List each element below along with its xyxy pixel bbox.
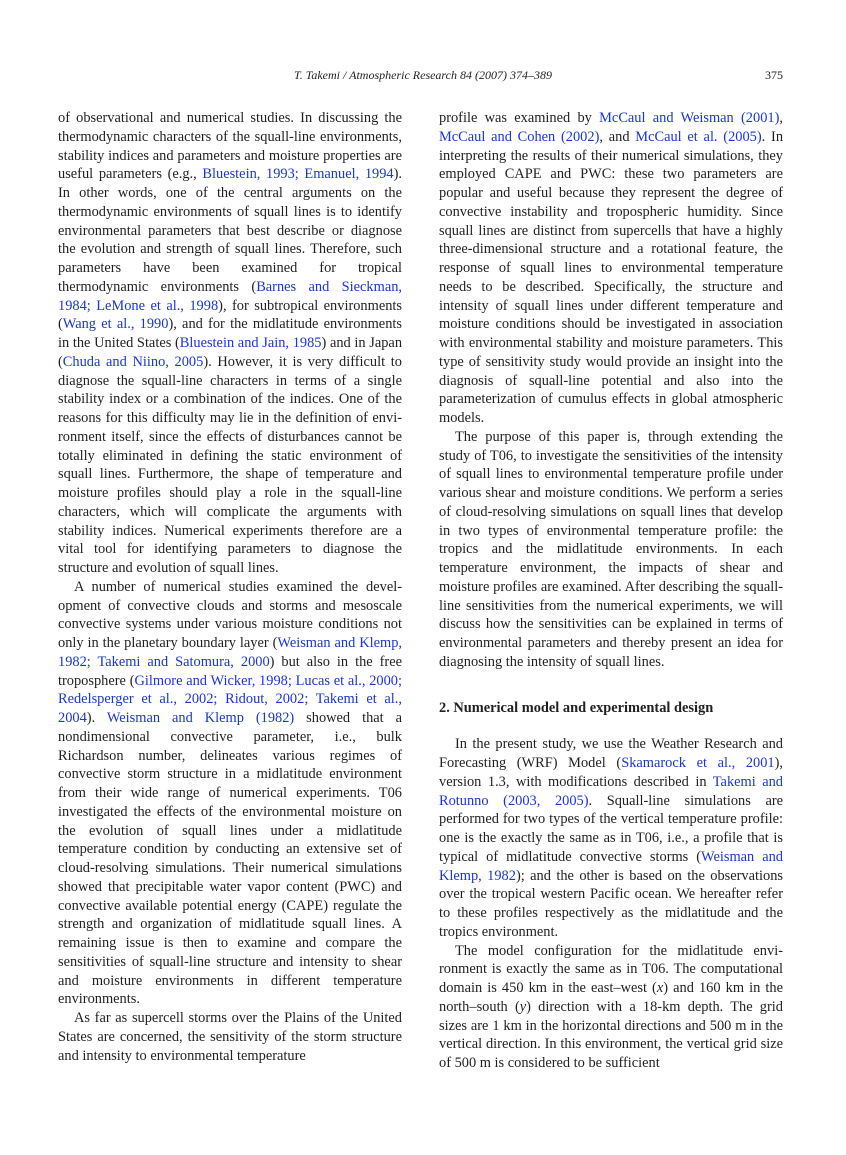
variable-x: x [656,980,664,996]
citation-link[interactable]: Weisman and Klemp, 1982; Takemi and Satomura, 2000 [58,635,402,670]
paragraph [439,428,783,672]
citation-link[interactable]: Gilmore and Wicker, 1998; Lucas et al., 2000; Redelsperger et al., 2002; Ridout, 2002; Takemi et al., 2004 [58,672,402,726]
citation-link[interactable]: Wang et al., 1990 [62,316,169,333]
text-run: ). In other words, one of the central arguments on the thermodynamic environments of squall lines is to identify environmental parameters that best describe or diagnose the evolution and strength of squall lines. Therefore, such parameters have been examined for tropical thermodynamic environments ( [58,166,402,295]
text-run: ) and 160 km in the north–south ( [439,980,783,1015]
text-run: profile was examined by [439,110,600,126]
right-column [439,109,783,1073]
paragraph [58,109,402,578]
text-run: The purpose of this paper is, through extending the study of T06, to investigate the sensitivities of the intensity of squall lines to environmental temperature profile under various shear and moisture conditions. We perform a series of cloud-resolving simulations on squall lines that develop in two types of environmental temperature profile: the tropics and the midlatitude environments. In each temperature environment, the impacts of shear and moisture profiles are examined. After describing the squall-line sensitivities from the numerical experiments, we will discuss how the sensitivities can be explained in terms of environmental parameters and thereby present an idea for diagnosing the intensity of squall lines. [439,428,783,670]
citation-link[interactable]: Skamarock et al., 2001 [621,755,775,771]
section-heading: 2. Numerical model and experimental design [439,699,714,716]
citation-link[interactable]: McCaul et al. (2005) [635,128,762,145]
paragraph [439,735,783,941]
paragraph [58,578,402,1009]
citation-link[interactable]: Weisman and Klemp, 1982 [439,848,783,884]
text-run: , and [599,128,636,145]
citation-link[interactable]: Barnes and Sieckman, 1984; LeMone et al., 1998 [58,278,403,314]
citation-link[interactable]: Weisman and Klemp (1982) [106,710,295,726]
citation-link[interactable]: McCaul and Cohen (2002) [439,128,600,145]
text-run: of observational and numerical studies. In discussing the thermodynamic characters of the squall-line environments, stability indices and parameters and moisture properties are useful parameters (e.g., [58,110,402,183]
citation-link[interactable]: Bluestein, 1993; Emanuel, 1994 [202,166,394,183]
text-run: ) but also in the free troposphere ( [58,653,402,689]
text-run: ). However, it is very difficult to diagnose the squall-line characters in terms of a single stability index or a combination of the indices. One of the reasons for this difficulty may lie in the definition of environment itself, since the effects of disturbances cannot be totally eliminated in defining the static environment of squall lines. Furthermore, the shape of temperature and moisture profiles should play a role in the squall-line characters, which will complicate the arguments with stability indices. Numerical experiments therefore are a vital tool for identifying parameters to diagnose the structure and evolution of squall lines. [58,353,402,576]
text-run: In the present study, we use the Weather Research and Forecasting (WRF) Model ( [439,736,783,771]
page-number: 375 [765,68,783,82]
paragraph [439,942,783,1073]
running-title: T. Takemi / Atmospheric Research 84 (2007) 374–389 [294,68,552,82]
citation-link[interactable]: Chuda and Niino, 2005 [62,353,204,370]
text-run: ); and the other is based on the observations over the tropical western Pacific ocean. We hereafter refer to these profiles respectively as the midlatitude and the tropics environment. [439,867,783,940]
text-run: showed that a nondimensional convective parameter, i.e., bulk Richardson number, delineates various regimes of convective storm structure in a midlatitude environment from their wide range of numerical experiments. T06 investigated the effects of the environmental moisture on the evolution of squall lines under a midlatitude temperature condition by conducting an extensive set of cloud-resolving simulations. Their numerical simulations showed that precipitable water vapor content (PWC) and convective available potential energy (CAPE) regulate the strength and organization of midlatitude squall lines. A remaining issue is then to examine and compare the sensitivities of squall-line structure and intensity to shear and moisture environments in different temperature environments. [58,710,402,1008]
text-run: ), and for the midlatitude environments in the United States ( [58,316,402,351]
text-run: ) and in Japan ( [58,335,403,370]
text-run: ), for subtropical environments ( [58,297,402,333]
text-run: A number of numerical studies examined the development of convective clouds and storms and mesoscale convective systems under various moisture conditions not only in the planetary boundary layer ( [58,578,402,651]
text-run: The model configuration for the midlatitude environment is exactly the same as in T06. The computational domain is 450 km in the east–west ( [439,942,783,996]
paragraph [439,109,783,428]
paragraph [58,1009,402,1065]
text-run: As far as supercell storms over the Plains of the United States are concerned, the sensitivity of the storm structure and intensity to environmental temperature [58,1010,402,1064]
left-column [58,109,402,1065]
citation-link[interactable]: Bluestein and Jain, 1985 [179,335,322,351]
running-header [0,67,846,83]
text-run: ), version 1.3, with modifications described in [439,755,783,790]
citation-link[interactable]: Takemi and Rotunno (2003, 2005) [439,773,783,809]
variable-y: y [519,998,527,1015]
spacer [439,672,783,689]
text-run: ). [86,710,107,726]
text-run: , [779,110,783,126]
text-run: ) direction with a 18-km depth. The grid sizes are 1 km in the horizontal directions and 500 m in the vertical direction. In this environment, the vertical grid size of 500 m is considered to be sufficient [439,998,783,1071]
text-run: . Squall-line simulations are performed for two types of the vertical temperature profile: one is the exactly the same as in T06, i.e., a profile that is typical of midlatitude convective storms ( [439,792,784,865]
citation-link[interactable]: McCaul and Weisman (2001) [599,110,780,126]
text-run: . In interpreting the results of their numerical simulations, they employed CAPE and PWC: these two parameters are popular and useful because they represent the degree of convective instability and tropospheric humidity. Since squall lines are distinct from supercells that have a highly three-dimensional structure and a rotational feature, the response of squall lines to environmental temperature needs to be described. Specifically, the structure and intensity of squall lines under different temperature and moisture conditions should be investigated in association with environmental stability and moisture parameters. This type of sensitivity study would provide an insight into the diagnosis of squall-line potential and also into the parameterization of cumulus effects in global atmospheric models. [439,128,784,426]
